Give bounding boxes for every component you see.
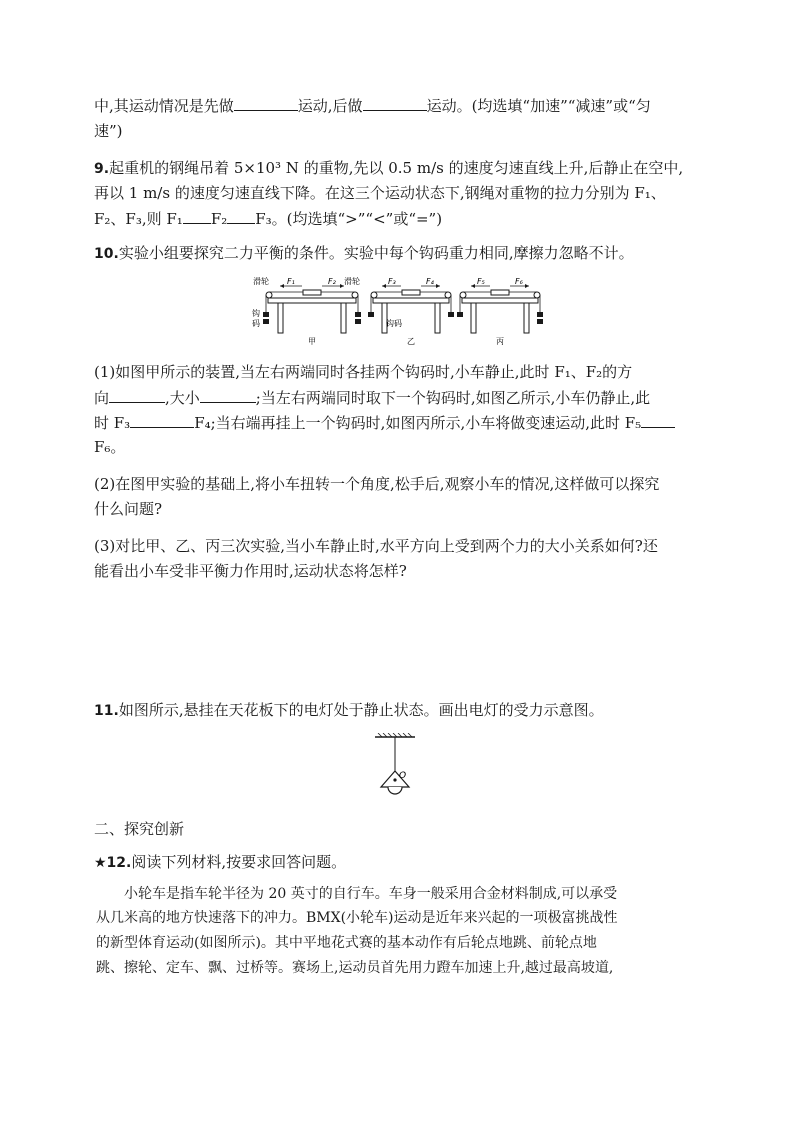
q10-p1-text-1: (1)如图甲所示的装置,当左右两端同时各挂两个钩码时,小车静止,此时 F₁、F₂的方 — [94, 363, 633, 381]
pulley-right-jia — [352, 292, 358, 298]
cart-jia — [303, 290, 321, 295]
q12-line — [94, 852, 346, 873]
label-pulley-right: 滑轮 — [344, 277, 360, 286]
q8-text-c: 运动。(均选填“加速”“减速”或“匀 — [426, 97, 651, 115]
q10-experiment-figure — [240, 272, 560, 352]
label-F6: F₆ — [515, 277, 523, 286]
q10-p1-text-4: F₆。 — [94, 438, 126, 456]
q10-answer-blank-size[interactable] — [200, 387, 256, 403]
hook-weight — [263, 319, 269, 324]
q9-line-2 — [94, 183, 666, 203]
label-O: O — [399, 771, 407, 781]
pulley-right-yi — [445, 292, 451, 298]
q10-p3-line-2 — [94, 561, 407, 581]
q8-line-1 — [94, 95, 651, 116]
q10-p2-line-1 — [94, 474, 659, 494]
label-panel-bing: 丙 — [496, 337, 504, 346]
q8-text-d: 速”) — [94, 122, 123, 140]
q8-text-a: 中,其运动情况是先做 — [94, 97, 234, 115]
q8-answer-blank-1[interactable] — [234, 95, 298, 111]
q10-number: 10. — [94, 246, 119, 262]
q12-number: ★12. — [94, 855, 132, 871]
q12-passage-line-3: 的新型体育运动(如图所示)。其中平地花式赛的基本动作有后轮点地跳、前轮点地 — [96, 935, 597, 951]
q10-p3-text-2: 能看出小车受非平衡力作用时,运动状态将怎样? — [94, 562, 407, 580]
q10-p2-text-1: (2)在图甲实验的基础上,将小车扭转一个角度,松手后,观察小车的情况,这样做可以探究 — [94, 475, 660, 493]
pulley-right-bing — [534, 292, 540, 298]
q9-number: 9. — [94, 161, 110, 177]
apparatus-bing — [457, 277, 543, 346]
q10-line-intro — [94, 243, 634, 264]
center-point-O — [393, 778, 396, 781]
q8-text-b: 运动,后做 — [297, 97, 363, 115]
q10-p1-text-3b: F₄;当右端再挂上一个钩码时,如图丙所示,小车将做变速运动,此时 F₅ — [194, 414, 642, 432]
q10-intro: 实验小组要探究二力平衡的条件。实验中每个钩码重力相同,摩擦力忽略不计。 — [118, 244, 634, 262]
label-F4: F₄ — [426, 277, 434, 286]
label-pulley-left: 滑轮 — [253, 277, 269, 286]
q8-answer-blank-2[interactable] — [363, 95, 427, 111]
label-F2: F₂ — [328, 277, 336, 286]
label-hook-center: 钩码 — [386, 319, 402, 328]
lamp-bulb — [388, 787, 402, 794]
q9-line-3 — [94, 208, 442, 229]
label-F3: F₃ — [388, 277, 396, 286]
q10-p1-text-2a: 向 — [94, 389, 110, 407]
q10-p2-text-2: 什么问题? — [94, 500, 163, 518]
hook-weight — [537, 319, 543, 324]
label-panel-jia: 甲 — [308, 337, 316, 346]
pulley-left-jia — [266, 292, 272, 298]
hook-weight — [355, 319, 361, 324]
q10-p1-line-4 — [94, 437, 125, 457]
section-title: 二、探究创新 — [94, 820, 185, 838]
q11-lamp-figure — [370, 733, 420, 803]
q9-answer-blank-2[interactable] — [227, 208, 255, 224]
q12-passage-line-1: 小轮车是指车轮半径为 20 英寸的自行车。车身一般采用合金材料制成,可以承受 — [124, 886, 618, 902]
hook-weight — [537, 312, 543, 317]
q10-p1-line-3 — [94, 412, 675, 433]
q10-answer-blank-F5F6[interactable] — [641, 412, 675, 428]
q10-p1-text-2b: ,大小 — [165, 389, 200, 407]
q10-p1-text-3a: 时 F₃ — [94, 414, 131, 432]
q12-passage-line-4: 跳、擦轮、定车、飘、过桥等。赛场上,运动员首先用力蹬车加速上升,越过最高坡道, — [96, 960, 614, 976]
apparatus-yi — [368, 277, 454, 346]
q8-line-2 — [94, 121, 123, 141]
hook-weight — [263, 312, 269, 317]
cart-bing — [491, 290, 509, 295]
hook-weight — [448, 312, 454, 317]
q10-p1-line-2 — [94, 387, 650, 408]
q9-text-1: 起重机的钢绳吊着 5×10³ N 的重物,先以 0.5 m/s 的速度匀速直线上升,后静止在空中, — [109, 159, 684, 177]
q9-text-2: 再以 1 m/s 的速度匀速直线下降。在这三个运动状态下,钢绳对重物的拉力分别为 F₁、 — [94, 184, 666, 202]
q10-answer-blank-F3F4[interactable] — [130, 412, 194, 428]
apparatus-jia — [252, 276, 361, 346]
q9-line-1 — [94, 158, 683, 179]
hook-weight — [457, 312, 463, 317]
q10-p1-text-2c: ;当左右两端同时取下一个钩码时,如图乙所示,小车仍静止,此 — [255, 389, 651, 407]
q10-p2-line-2 — [94, 499, 162, 519]
q11-text: 如图所示,悬挂在天花板下的电灯处于静止状态。画出电灯的受力示意图。 — [118, 701, 604, 719]
label-F5: F₅ — [477, 277, 485, 286]
pulley-left-bing — [460, 292, 466, 298]
label-panel-yi: 乙 — [407, 337, 415, 346]
q9-text-3c: F₃。(均选填“>”“<”或“=”) — [255, 210, 443, 228]
q10-p3-line-1 — [94, 536, 658, 556]
hook-weight — [368, 312, 374, 317]
label-F1: F₁ — [287, 277, 295, 286]
q9-answer-blank-1[interactable] — [183, 208, 211, 224]
q10-p1-line-1 — [94, 362, 632, 382]
label-hook-1: 钩 — [252, 309, 260, 318]
label-hook-2: 码 — [252, 319, 260, 328]
cart-yi — [402, 290, 420, 295]
q9-text-3a: F₂、F₃,则 F₁ — [94, 210, 183, 228]
q11-number: 11. — [94, 703, 119, 719]
hook-weight — [355, 312, 361, 317]
q10-answer-blank-direction[interactable] — [109, 387, 165, 403]
q10-p3-text-1: (3)对比甲、乙、丙三次实验,当小车静止时,水平方向上受到两个力的大小关系如何?还 — [94, 537, 658, 555]
q12-text: 阅读下列材料,按要求回答问题。 — [131, 853, 347, 871]
q11-line — [94, 700, 604, 721]
q12-passage-line-2: 从几米高的地方快速落下的冲力。BMX(小轮车)运动是近年来兴起的一项极富挑战性 — [96, 910, 618, 926]
q9-text-3b: F₂ — [210, 210, 228, 228]
pulley-left-yi — [371, 292, 377, 298]
